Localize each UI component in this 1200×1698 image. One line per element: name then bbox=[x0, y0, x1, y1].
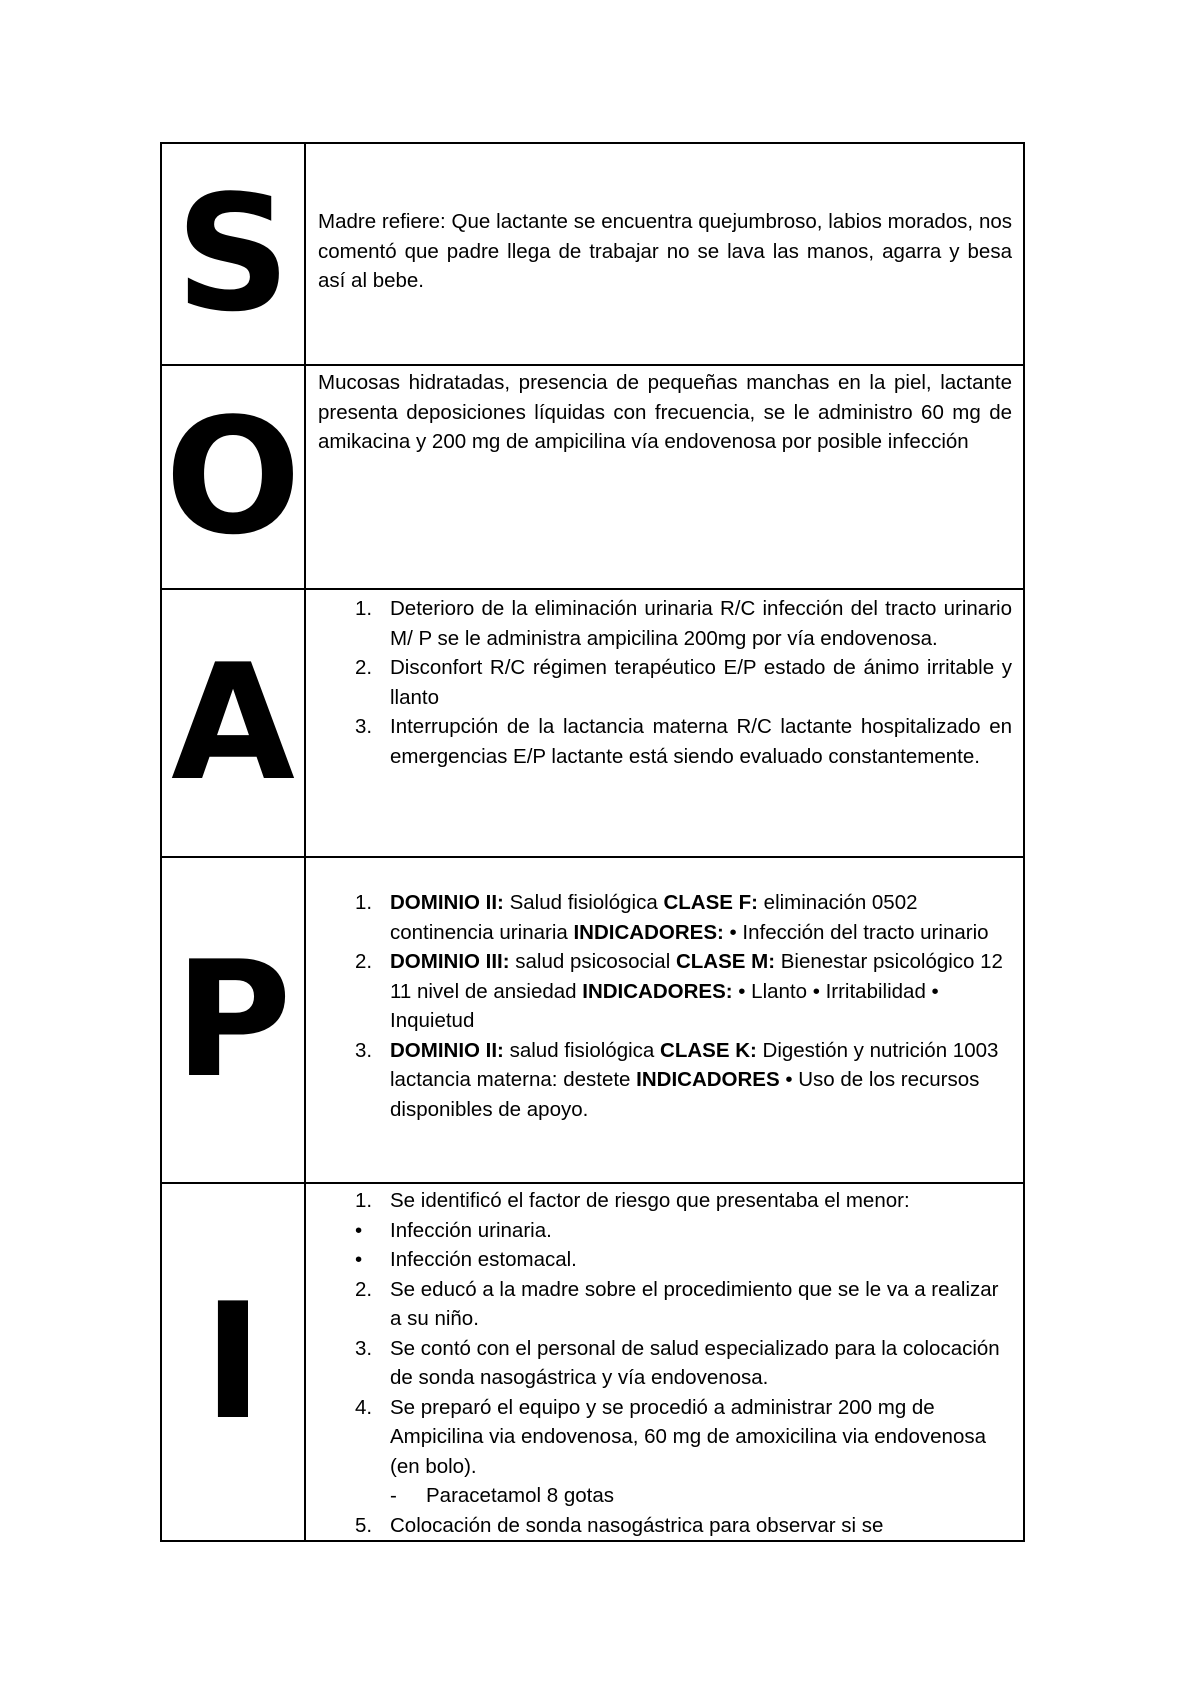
item-number: 2. bbox=[355, 656, 373, 679]
item-number: 2. bbox=[355, 950, 373, 973]
item-text: Interrupción de la lactancia materna R/C lactante hospitalizado en emergencias E/P lactante está siendo evaluado constantemente. bbox=[390, 715, 1012, 768]
bullet-item bbox=[318, 1245, 1012, 1275]
dash-mark: - bbox=[390, 1484, 397, 1507]
bullet-icon: • bbox=[355, 1248, 363, 1271]
plan-list bbox=[318, 888, 1012, 1124]
class-text: Digestión y nutrición 1003 lactancia materna: destete bbox=[390, 1038, 999, 1091]
item-text: Disconfort R/C régimen terapéutico E/P estado de ánimo irritable y llanto bbox=[390, 656, 1012, 709]
item-number: 1. bbox=[355, 597, 373, 620]
domain-text: salud psicosocial bbox=[509, 950, 676, 973]
letter-cell-i bbox=[161, 1183, 305, 1541]
item-number: 1. bbox=[355, 1189, 373, 1212]
plan-cell bbox=[305, 857, 1024, 1183]
item-text: Deterioro de la eliminación urinaria R/C infección del tracto urinario M/ P se le administra ampicilina 200mg por vía endovenosa. bbox=[390, 597, 1012, 650]
row-plan bbox=[161, 857, 1024, 1183]
soap-table bbox=[160, 142, 1025, 1542]
bullet-item bbox=[318, 1216, 1012, 1246]
class-label: CLASE F: bbox=[663, 891, 758, 914]
domain-label: DOMINIO II: bbox=[390, 1038, 504, 1062]
assessment-cell bbox=[305, 589, 1024, 857]
indicators-label: INDICADORES: bbox=[582, 979, 733, 1003]
item-text: Infección urinaria. bbox=[390, 1218, 552, 1242]
objective-cell bbox=[305, 365, 1024, 589]
list-item bbox=[318, 1393, 1012, 1482]
item-text: Se preparó el equipo y se procedió a administrar 200 mg de Ampicilina via endovenosa, 60 mg de amoxicilina via endovenosa (en bolo). bbox=[390, 1395, 986, 1478]
list-item bbox=[318, 1186, 1012, 1216]
list-item bbox=[318, 653, 1012, 712]
objective-text: Mucosas hidratadas, presencia de pequeñas manchas en la piel, lactante presenta deposiciones líquidas con frecuencia, se le administro 60 mg de amikacina y 200 mg de ampicilina vía endovenosa por posible infección bbox=[318, 371, 1012, 453]
list-item bbox=[318, 947, 1012, 1036]
letter-o: O bbox=[164, 383, 301, 570]
item-number: 5. bbox=[355, 1513, 373, 1537]
letter-p: P bbox=[174, 926, 292, 1113]
row-intervention bbox=[161, 1183, 1024, 1541]
item-text: Colocación de sonda nasogástrica para observar si se bbox=[390, 1513, 884, 1537]
item-number: 3. bbox=[355, 1038, 373, 1062]
list-item bbox=[318, 1275, 1012, 1334]
letter-cell-s bbox=[161, 143, 305, 365]
list-item bbox=[318, 1511, 1012, 1541]
letter-i: I bbox=[203, 1268, 263, 1455]
class-text: Bienestar psicológico 12 11 nivel de ansiedad bbox=[390, 950, 1003, 1003]
domain-label: DOMINIO II: bbox=[390, 891, 504, 914]
list-item bbox=[318, 1036, 1012, 1125]
item-text: Se contó con el personal de salud especializado para la colocación de sonda nasogástrica y vía endovenosa. bbox=[390, 1336, 1000, 1389]
row-objective bbox=[161, 365, 1024, 589]
list-item bbox=[318, 888, 1012, 947]
domain-text: salud fisiológica bbox=[503, 1038, 661, 1062]
letter-cell-a bbox=[161, 589, 305, 857]
item-number: 4. bbox=[355, 1395, 373, 1419]
letter-cell-o bbox=[161, 365, 305, 589]
item-text: Se educó a la madre sobre el procedimiento que se le va a realizar a su niño. bbox=[390, 1277, 999, 1330]
sub-item bbox=[318, 1481, 1012, 1511]
item-text: Paracetamol 8 gotas bbox=[426, 1484, 615, 1507]
class-label: CLASE K: bbox=[660, 1038, 757, 1062]
item-number: 3. bbox=[355, 1336, 373, 1360]
class-text: eliminación 0502 continencia urinaria bbox=[390, 891, 918, 944]
indicators-label: INDICADORES: bbox=[573, 920, 724, 944]
domain-text: Salud fisiológica bbox=[503, 891, 664, 914]
list-item bbox=[318, 712, 1012, 771]
indicators-text: • Llanto • Irritabilidad • Inquietud bbox=[390, 979, 939, 1032]
intervention-list bbox=[318, 1186, 1012, 1540]
list-item bbox=[318, 1334, 1012, 1393]
item-number: 2. bbox=[355, 1277, 373, 1301]
subjective-text: Madre refiere: Que lactante se encuentra quejumbroso, labios morados, nos comentó que padre llega de trabajar no se lava las manos, agarra y besa así al bebe. bbox=[318, 210, 1012, 292]
indicators-text: • Infección del tracto urinario bbox=[723, 920, 989, 944]
letter-s: S bbox=[175, 160, 291, 347]
indicators-text: • Uso de los recursos disponibles de apoyo. bbox=[390, 1068, 980, 1121]
row-assessment bbox=[161, 589, 1024, 857]
item-text: Infección estomacal. bbox=[390, 1248, 577, 1271]
list-item bbox=[318, 594, 1012, 653]
bullet-icon: • bbox=[355, 1218, 363, 1242]
item-number: 1. bbox=[355, 891, 373, 914]
subjective-cell bbox=[305, 143, 1024, 365]
letter-a: A bbox=[171, 629, 295, 816]
row-subjective bbox=[161, 143, 1024, 365]
assessment-list bbox=[318, 594, 1012, 771]
intervention-cell bbox=[305, 1183, 1024, 1541]
item-number: 3. bbox=[355, 715, 373, 738]
indicators-label: INDICADORES bbox=[636, 1068, 780, 1091]
letter-cell-p bbox=[161, 857, 305, 1183]
item-text: Se identificó el factor de riesgo que presentaba el menor: bbox=[390, 1189, 910, 1212]
domain-label: DOMINIO III: bbox=[390, 950, 510, 973]
class-label: CLASE M: bbox=[675, 950, 776, 973]
